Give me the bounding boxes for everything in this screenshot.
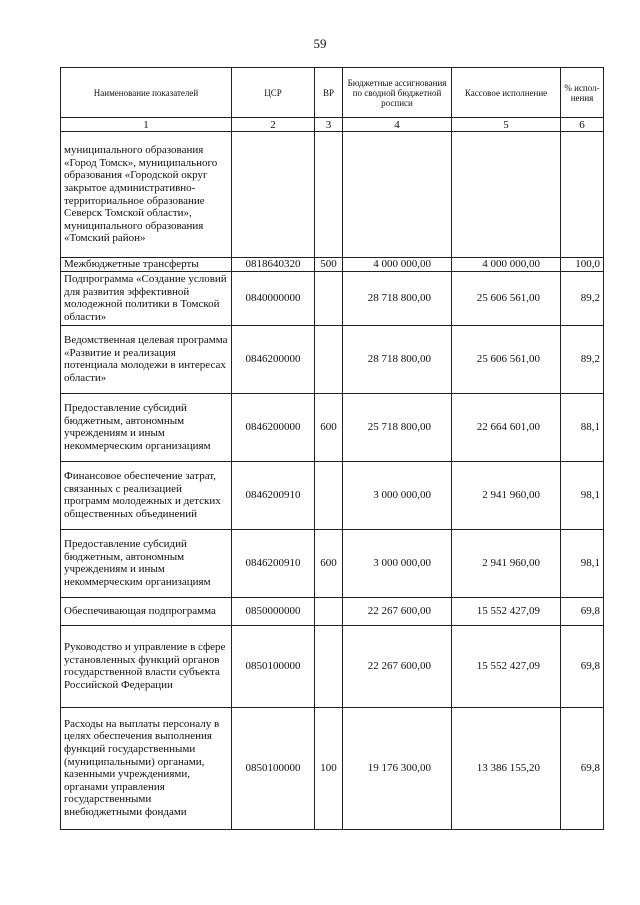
row-csr: 0840000000 <box>232 271 315 325</box>
row-cash: 22 664 601,00 <box>452 393 561 461</box>
table-row <box>61 529 604 597</box>
row-name: муниципального образования «Город Томск», муниципального образования «Городской округ закрытое административно-территориальное образование Северск Томской области», муниципального образования «Томский район» <box>61 132 232 258</box>
row-pct <box>561 132 604 258</box>
row-budget <box>343 132 452 258</box>
row-name: Финансовое обеспечение затрат, связанных с реализацией программ молодежных и детских общественных объединений <box>61 461 232 529</box>
row-budget: 3 000 000,00 <box>343 461 452 529</box>
row-vr: 600 <box>315 529 343 597</box>
row-csr: 0818640320 <box>232 258 315 272</box>
row-csr: 0850100000 <box>232 707 315 829</box>
row-name: Ведомственная целевая программа «Развитие и реализация потенциала молодежи в интересах области» <box>61 325 232 393</box>
row-pct: 100,0 <box>561 258 604 272</box>
column-number: 4 <box>343 118 452 132</box>
row-csr <box>232 132 315 258</box>
row-cash: 2 941 960,00 <box>452 461 561 529</box>
row-budget: 28 718 800,00 <box>343 271 452 325</box>
row-vr: 100 <box>315 707 343 829</box>
row-vr <box>315 461 343 529</box>
column-number: 3 <box>315 118 343 132</box>
row-budget: 22 267 600,00 <box>343 597 452 625</box>
row-vr <box>315 625 343 707</box>
row-pct: 89,2 <box>561 325 604 393</box>
row-name: Предоставление субсидий бюджетным, автономным учреждениям и иным некоммерческим организациям <box>61 529 232 597</box>
column-number: 2 <box>232 118 315 132</box>
row-vr: 500 <box>315 258 343 272</box>
row-vr <box>315 271 343 325</box>
table-row <box>61 707 604 829</box>
table-row <box>61 597 604 625</box>
row-csr: 0850100000 <box>232 625 315 707</box>
row-name: Обеспечивающая подпрограмма <box>61 597 232 625</box>
column-number: 1 <box>61 118 232 132</box>
row-budget: 19 176 300,00 <box>343 707 452 829</box>
header-vr: ВР <box>315 68 343 118</box>
table-row <box>61 625 604 707</box>
row-vr <box>315 597 343 625</box>
row-cash: 15 552 427,09 <box>452 625 561 707</box>
row-cash: 15 552 427,09 <box>452 597 561 625</box>
table-header-row <box>61 68 604 118</box>
table-row <box>61 271 604 325</box>
header-csr: ЦСР <box>232 68 315 118</box>
row-pct: 88,1 <box>561 393 604 461</box>
column-numbers-row <box>61 118 604 132</box>
table-row <box>61 393 604 461</box>
row-pct: 69,8 <box>561 625 604 707</box>
row-name: Руководство и управление в сфере установленных функций органов государственной власти субъекта Российской Федерации <box>61 625 232 707</box>
header-budget: Бюджетные ассигнования по сводной бюджетной росписи <box>343 68 452 118</box>
table-row <box>61 325 604 393</box>
row-cash <box>452 132 561 258</box>
row-csr: 0846200000 <box>232 393 315 461</box>
column-number: 5 <box>452 118 561 132</box>
row-budget: 28 718 800,00 <box>343 325 452 393</box>
row-budget: 22 267 600,00 <box>343 625 452 707</box>
row-vr <box>315 132 343 258</box>
row-name: Расходы на выплаты персоналу в целях обеспечения выполнения функций государственными (муниципальными) органами, казенными учреждениями, органами управления государственными внебюджетными фондами <box>61 707 232 829</box>
row-name: Подпрограмма «Создание условий для развития эффективной молодежной политики в Томской области» <box>61 271 232 325</box>
row-cash: 25 606 561,00 <box>452 271 561 325</box>
row-pct: 98,1 <box>561 461 604 529</box>
row-pct: 98,1 <box>561 529 604 597</box>
table-row <box>61 132 604 258</box>
table-row <box>61 258 604 272</box>
row-cash: 2 941 960,00 <box>452 529 561 597</box>
header-pct: % испол-нения <box>561 68 604 118</box>
budget-execution-table <box>60 67 604 830</box>
row-name: Предоставление субсидий бюджетным, автономным учреждениям и иным некоммерческим организациям <box>61 393 232 461</box>
row-budget: 25 718 800,00 <box>343 393 452 461</box>
page-number: 59 <box>313 36 327 51</box>
row-cash: 25 606 561,00 <box>452 325 561 393</box>
row-pct: 89,2 <box>561 271 604 325</box>
row-csr: 0850000000 <box>232 597 315 625</box>
row-name: Межбюджетные трансферты <box>61 258 232 272</box>
header-name: Наименование показателей <box>61 68 232 118</box>
row-pct: 69,8 <box>561 707 604 829</box>
row-vr <box>315 325 343 393</box>
row-pct: 69,8 <box>561 597 604 625</box>
column-number: 6 <box>561 118 604 132</box>
row-budget: 3 000 000,00 <box>343 529 452 597</box>
row-csr: 0846200910 <box>232 461 315 529</box>
row-cash: 13 386 155,20 <box>452 707 561 829</box>
header-cash: Кассовое исполнение <box>452 68 561 118</box>
row-csr: 0846200910 <box>232 529 315 597</box>
row-budget: 4 000 000,00 <box>343 258 452 272</box>
row-cash: 4 000 000,00 <box>452 258 561 272</box>
row-csr: 0846200000 <box>232 325 315 393</box>
row-vr: 600 <box>315 393 343 461</box>
table-row <box>61 461 604 529</box>
